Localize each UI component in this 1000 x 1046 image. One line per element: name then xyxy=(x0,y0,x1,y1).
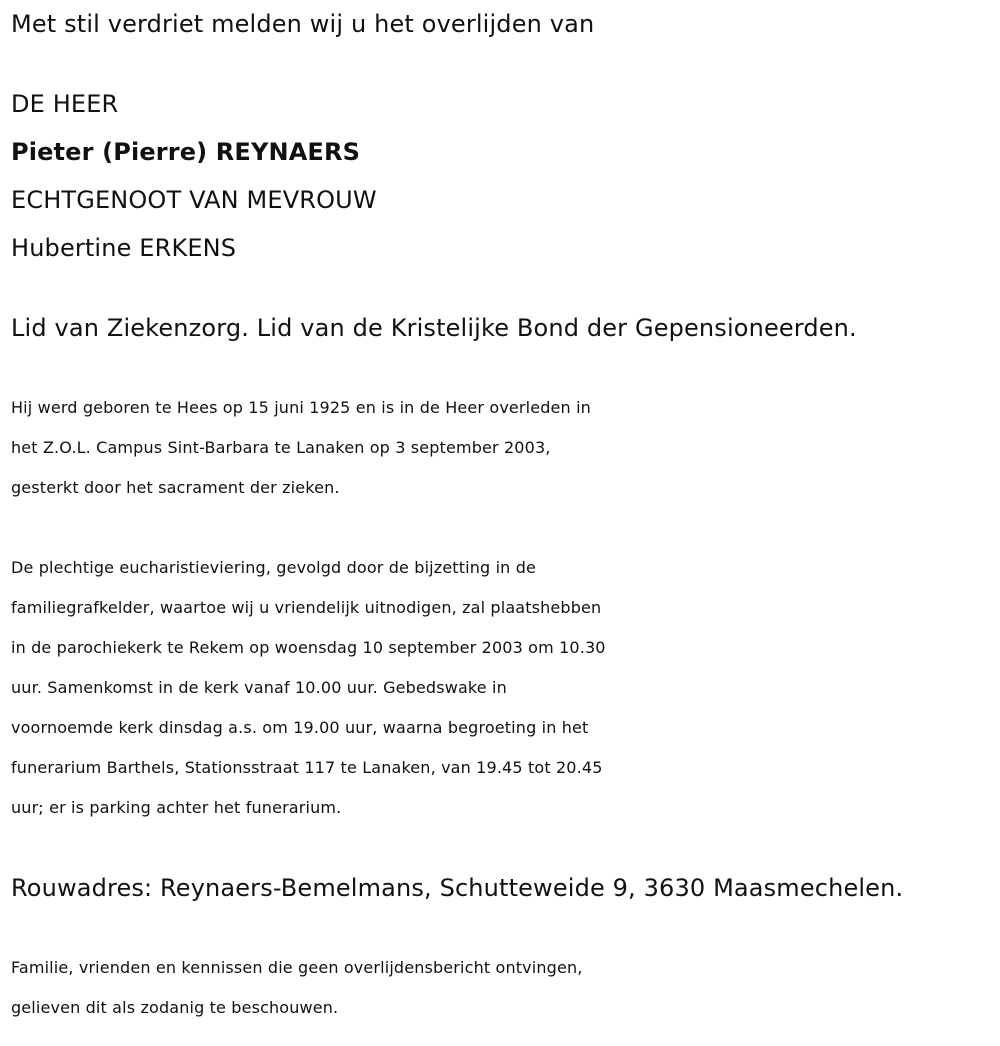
mourning-address: Rouwadres: Reynaers-Bemelmans, Schutteweide 9, 3630 Maasmechelen. xyxy=(11,874,904,902)
paragraph-line: in de parochiekerk te Rekem op woensdag 10 september 2003 om 10.30 xyxy=(11,638,606,657)
paragraph-line: gelieven dit als zodanig te beschouwen. xyxy=(11,998,339,1017)
paragraph-line: gesterkt door het sacrament der zieken. xyxy=(11,478,340,497)
closing-paragraph xyxy=(11,948,991,1028)
title-text: DE HEER xyxy=(11,90,119,118)
spouse-name: Hubertine ERKENS xyxy=(11,234,237,262)
birth-death-paragraph xyxy=(11,388,991,508)
paragraph-line: funerarium Barthels, Stationsstraat 117 te Lanaken, van 19.45 tot 20.45 xyxy=(11,758,603,777)
paragraph-line: familiegrafkelder, waartoe wij u vriendelijk uitnodigen, zal plaatshebben xyxy=(11,598,602,617)
paragraph-line: Hij werd geboren te Hees op 15 juni 1925 en is in de Heer overleden in xyxy=(11,398,591,417)
intro-text: Met stil verdriet melden wij u het overlijden van xyxy=(11,10,595,38)
deceased-name: Pieter (Pierre) REYNAERS xyxy=(11,138,361,166)
paragraph-line: voornoemde kerk dinsdag a.s. om 19.00 uur, waarna begroeting in het xyxy=(11,718,589,737)
paragraph-line: uur; er is parking achter het funerarium. xyxy=(11,798,342,817)
paragraph-line: De plechtige eucharistieviering, gevolgd door de bijzetting in de xyxy=(11,558,537,577)
memberships-text: Lid van Ziekenzorg. Lid van de Kristelijke Bond der Gepensioneerden. xyxy=(11,314,857,342)
paragraph-line: uur. Samenkomst in de kerk vanaf 10.00 uur. Gebedswake in xyxy=(11,678,507,697)
paragraph-line: Familie, vrienden en kennissen die geen overlijdensbericht ontvingen, xyxy=(11,958,583,977)
spouse-label: ECHTGENOOT VAN MEVROUW xyxy=(11,186,377,214)
ceremony-paragraph xyxy=(11,548,991,828)
paragraph-line: het Z.O.L. Campus Sint-Barbara te Lanaken op 3 september 2003, xyxy=(11,438,551,457)
